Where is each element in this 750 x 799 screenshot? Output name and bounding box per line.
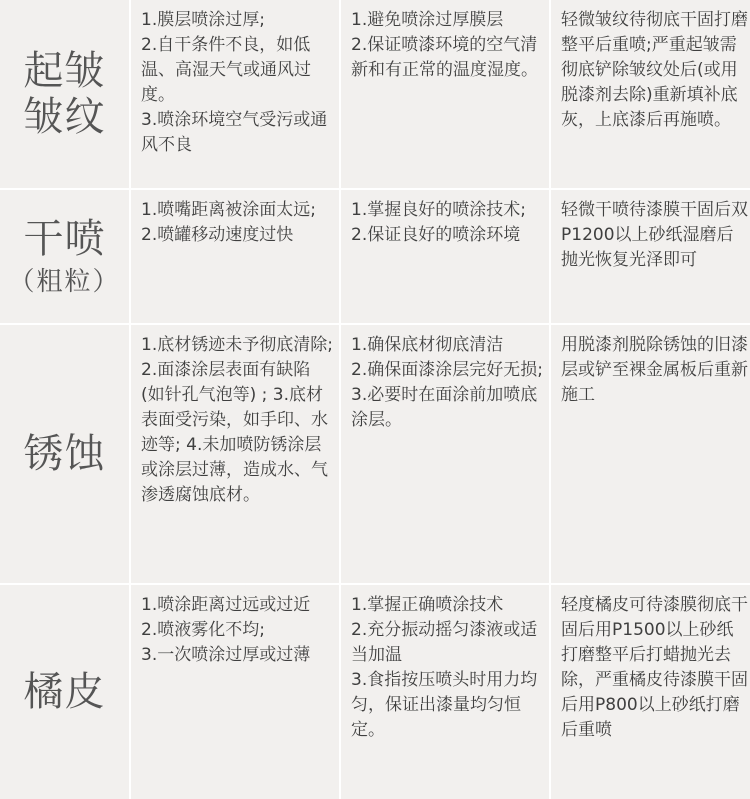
defect-label-orange-peel	[0, 585, 129, 799]
defect-label-wrinkle	[0, 0, 129, 188]
remedy-cell: 轻度橘皮可待漆膜彻底干固后用P1500以上砂纸打磨整平后打蜡抛光去除，严重橘皮待漆膜干固后用P800以上砂纸打磨后重喷	[551, 585, 750, 799]
cause-cell: 1.喷涂距离过远或过近 2.喷液雾化不均; 3.一次喷涂过厚或过薄	[131, 585, 339, 799]
defect-name: 干喷	[23, 215, 106, 262]
cause-cell: 1.膜层喷涂过厚; 2.自干条件不良，如低温、高湿天气或通风过度。 3.喷涂环境空气受污或通风不良	[131, 0, 339, 188]
prevention-cell: 1.掌握正确喷涂技术 2.充分振动摇匀漆液或适当加温 3.食指按压喷头时用力均匀，保证出漆量均匀恒定。	[341, 585, 549, 799]
remedy-cell: 用脱漆剂脱除锈蚀的旧漆层或铲至裸金属板后重新施工	[551, 325, 750, 583]
prevention-cell: 1.掌握良好的喷涂技术; 2.保证良好的喷涂环境	[341, 190, 549, 323]
prevention-cell: 1.避免喷涂过厚膜层 2.保证喷漆环境的空气清新和有正常的温度湿度。	[341, 0, 549, 188]
defect-name: 起皱 皱纹	[23, 48, 106, 140]
prevention-cell: 1.确保底材彻底清洁 2.确保面漆涂层完好无损; 3.必要时在面涂前加喷底涂层。	[341, 325, 549, 583]
defect-name: 锈蚀	[23, 431, 106, 477]
cause-cell: 1.底材锈迹未予彻底清除; 2.面漆涂层表面有缺陷(如针孔气泡等) ; 3.底材表面受污染，如手印、水迹等; 4.未加喷防锈涂层或涂层过薄，造成水、气渗透腐蚀底材。	[131, 325, 339, 583]
remedy-cell: 轻微干喷待漆膜干固后双P1200以上砂纸湿磨后抛光恢复光泽即可	[551, 190, 750, 323]
defect-subname: （粗粒）	[8, 266, 121, 297]
defect-label-rust	[0, 325, 129, 583]
defect-label-dry-spray	[0, 190, 129, 323]
cause-cell: 1.喷嘴距离被涂面太远; 2.喷罐移动速度过快	[131, 190, 339, 323]
remedy-cell: 轻微皱纹待彻底干固打磨整平后重喷;严重起皱需彻底铲除皱纹处后(或用脱漆剂去除)重新填补底灰，上底漆后再施喷。	[551, 0, 750, 188]
defect-name: 橘皮	[23, 669, 106, 715]
